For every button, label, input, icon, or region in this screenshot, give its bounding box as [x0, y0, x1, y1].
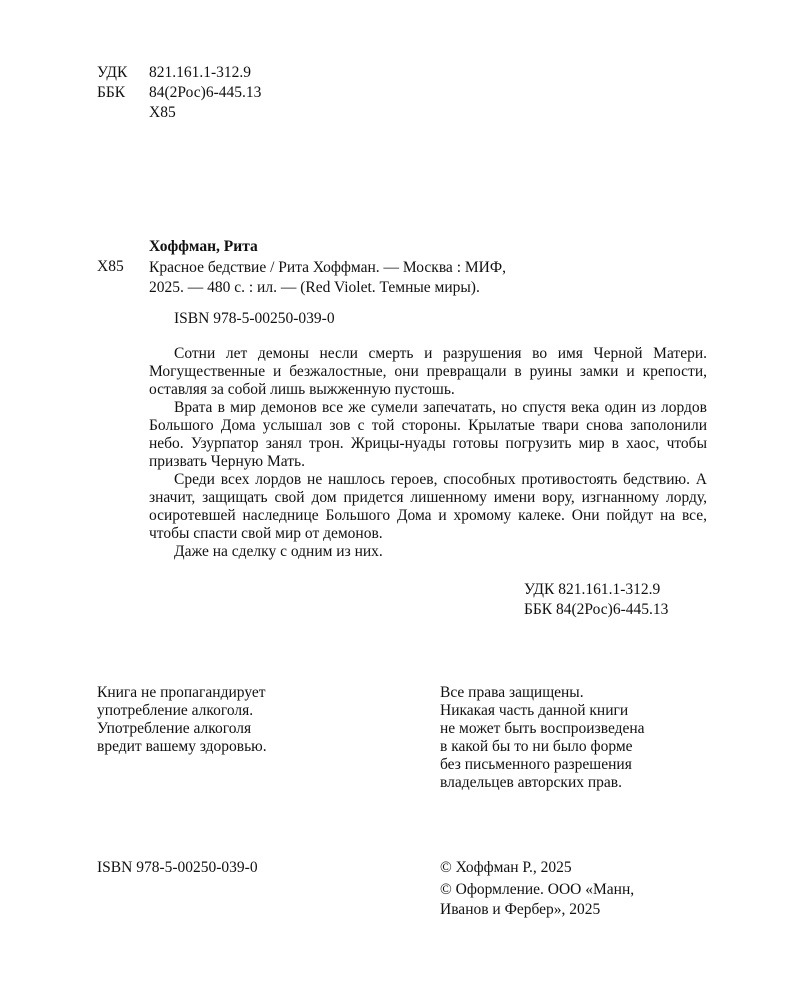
warning-line: Употребление алкоголя — [97, 720, 252, 737]
udk-bottom: УДК 821.161.1-312.9 — [524, 581, 661, 598]
rights-line: без письменного разрешения — [440, 756, 632, 773]
rights-line: Никакая часть данной книги — [440, 702, 629, 719]
rights-line: не может быть воспроизведена — [440, 720, 645, 737]
copyright-design-line-2: Иванов и Фербер», 2025 — [440, 901, 601, 918]
rights-line: в какой бы то ни было форме — [440, 738, 633, 755]
bbk-label: ББК — [97, 84, 126, 101]
warning-line: употребление алкоголя. — [97, 702, 254, 719]
author-heading: Хоффман, Рита — [149, 238, 258, 255]
bbk-bottom: ББК 84(2Рос)6-445.13 — [524, 601, 669, 618]
bbk-line — [97, 84, 261, 104]
classification-codes-bottom — [524, 581, 668, 621]
footer-isbn: ISBN 978-5-00250-039-0 — [97, 859, 258, 876]
annotation-paragraph: Даже на сделку с одним из них. — [174, 543, 383, 560]
warning-line: Книга не пропагандирует — [97, 684, 266, 701]
alcohol-warning — [97, 684, 397, 756]
rights-line: Все права защищены. — [440, 684, 584, 701]
warning-line: вредит вашему здоровью. — [97, 738, 267, 755]
entry-description — [97, 258, 717, 298]
annotation — [149, 345, 707, 561]
copyright-author: © Хоффман Р., 2025 — [440, 859, 572, 876]
copyright-block — [440, 859, 634, 921]
annotation-paragraph: Среди всех лордов не нашлось героев, способных противостоять бедствию. А значит, защищать свой дом придется лишенному имени вору, изгнанному лорду, осиротевшей наследнице Большого Дома и хромому калеке. Они пойдут на все, чтобы спасти свой мир от демонов. — [149, 471, 707, 542]
copyright-design-line-1: © Оформление. ООО «Манн, — [440, 881, 635, 898]
bibliographic-entry — [97, 238, 717, 330]
entry-isbn: ISBN 978-5-00250-039-0 — [174, 310, 335, 327]
rights-notice — [440, 684, 740, 792]
author-mark: Х85 — [149, 104, 176, 121]
entry-text — [149, 258, 709, 298]
udk-value: 821.161.1-312.9 — [149, 64, 252, 81]
udk-label: УДК — [97, 64, 128, 81]
description-line-2: 2025. — 480 с. : ил. — (Red Violet. Темные миры). — [149, 279, 480, 296]
bbk-value: 84(2Рос)6-445.13 — [149, 84, 262, 101]
annotation-paragraph: Сотни лет демоны несли смерть и разрушения во имя Черной Матери. Могущественные и безжалостные, они превращали в руины замки и крепости, оставляя за собой лишь выжженную пустошь. — [149, 345, 707, 398]
annotation-paragraph: Врата в мир демонов все же сумели запечатать, но спустя века один из лордов Большого Дома услышал зов с той стороны. Крылатые твари снова заполонили небо. Узурпатор занял трон. Жрицы-нуады готовы погрузить мир в хаос, чтобы призвать Черную Мать. — [149, 399, 707, 470]
classification-codes-top — [97, 64, 261, 124]
rights-line: владельцев авторских прав. — [440, 774, 622, 791]
entry-author-mark: Х85 — [97, 258, 124, 275]
udk-line — [97, 64, 261, 84]
description-line-1: Красное бедствие / Рита Хоффман. — Москва : МИФ, — [149, 259, 506, 276]
